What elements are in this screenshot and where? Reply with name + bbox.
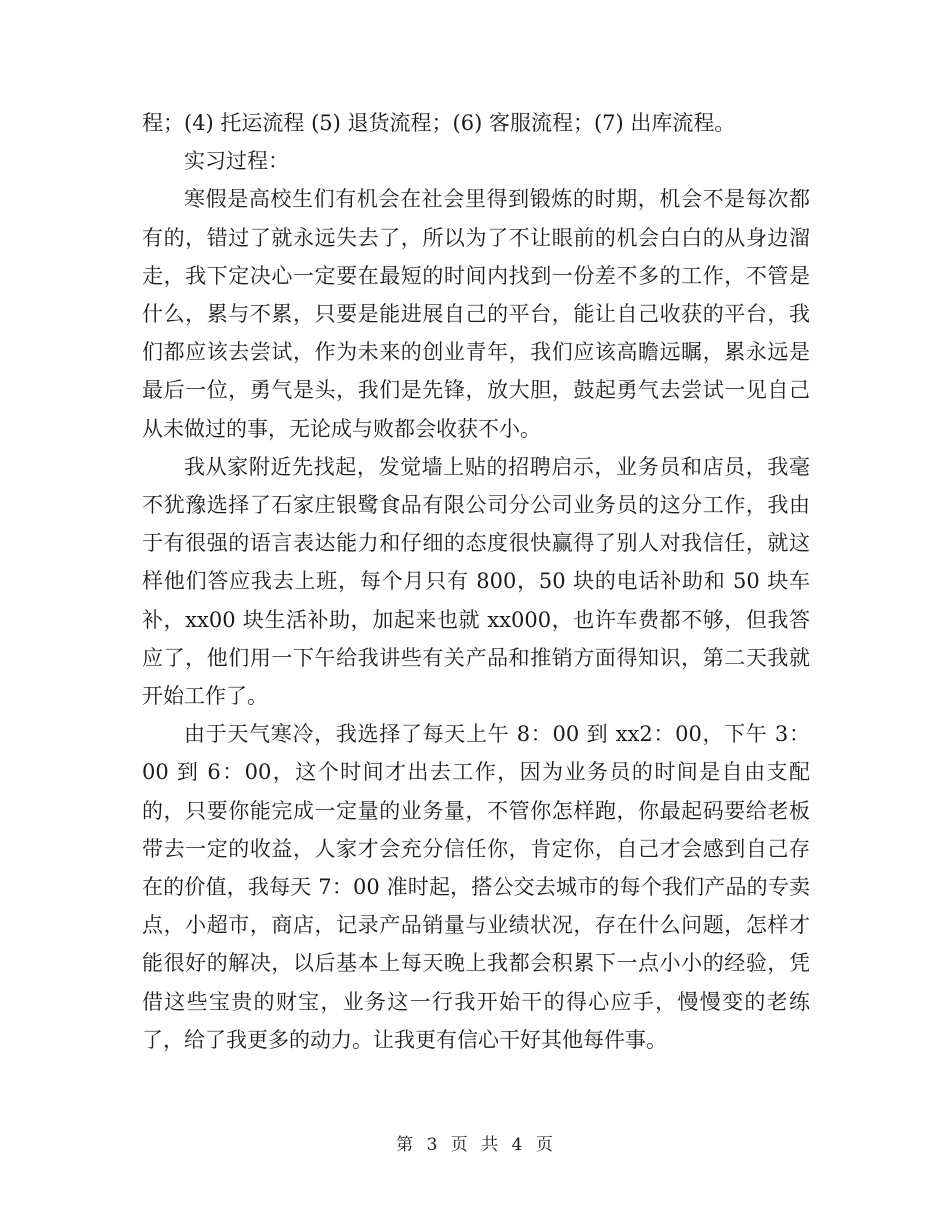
section-heading-internship-process: 实习过程： [184,149,289,174]
document-body [142,104,810,1059]
paragraph-job-search: 我从家附近先找起，发觉墙上贴的招聘启示，业务员和店员，我毫不犹豫选择了石家庄银鹭食品有限公司分公司业务员的这分工作，我由于有很强的语言表达能力和仔细的态度很快赢得了别人对我信任，就这样他们答应我去上班，每个月只有 800，50 块的电话补助和 50 块车补，xx00 块生活补助，加起来也就 xx000，也许车费都不够，但我答应了，他们用一下午给我讲些有关产品和推销方面得知识，第二天我就开始工作了。 [142,454,810,709]
paragraph-winter-break: 寒假是高校生们有机会在社会里得到锻炼的时期，机会不是每次都有的，错过了就永远失去了，所以为了不让眼前的机会白白的从身边溜走，我下定决心一定要在最短的时间内找到一份差不多的工作，不管是什么，累与不累，只要是能进展自己的平台，能让自己收获的平台，我们都应该去尝试，作为未来的创业青年，我们应该高瞻远瞩，累永远是最后一位，勇气是头，我们是先锋，放大胆，鼓起勇气去尝试一见自己从未做过的事，无论成与败都会收获不小。 [142,187,810,441]
paragraph-daily-work: 由于天气寒冷，我选择了每天上午 8：00 到 xx2：00，下午 3：00 到 6：00，这个时间才出去工作，因为业务员的时间是自由支配的，只要你能完成一定量的业务量，不管你怎样跑，你最起码要给老板带去一定的收益，人家才会充分信任你，肯定你，自己才会感到自己存在的价值，我每天 7：00 准时起，搭公交去城市的每个我们产品的专卖点，小超市，商店，记录产品销量与业绩状况，存在什么问题，怎样才能很好的解决，以后基本上每天晚上我都会积累下一点小小的经验，凭借这些宝贵的财宝，业务这一行我开始干的得心应手，慢慢变的老练了，给了我更多的动力。让我更有信心干好其他每件事。 [142,722,810,1052]
page-number-footer: 第 3 页 共 4 页 [396,1135,554,1155]
paragraph-process-list: 程；(4) 托运流程 (5) 退货流程；(6) 客服流程；(7) 出库流程。 [142,111,736,135]
